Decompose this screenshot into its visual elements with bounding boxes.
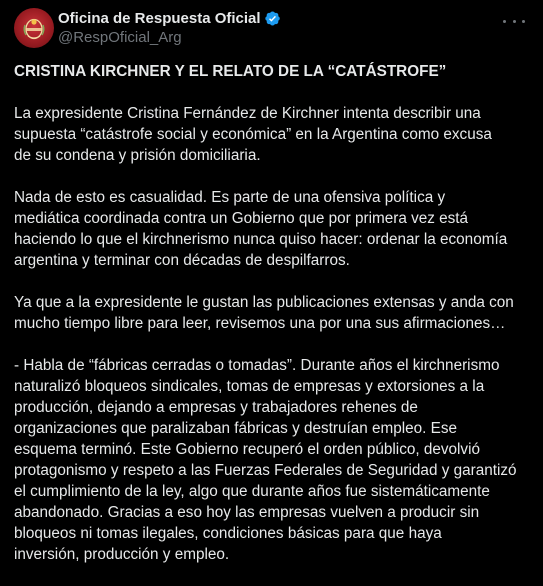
name-row xyxy=(58,9,281,28)
display-name[interactable]: Oficina de Respuesta Oficial xyxy=(58,10,261,27)
post-text xyxy=(14,61,529,586)
argentina-shield-emblem-icon xyxy=(19,13,49,43)
more-horizontal-icon xyxy=(513,20,516,23)
verified-badge-icon[interactable] xyxy=(264,10,281,27)
post-paragraph: La expresidente Cristina Fernández de Kirchner intenta describir una supuesta “catástrofe social y económica” en la Argentina como excusa de su condena y prisión domiciliaria. xyxy=(14,105,492,164)
avatar[interactable] xyxy=(14,8,54,48)
post-title: CRISTINA KIRCHNER Y EL RELATO DE LA “CATÁSTROFE” xyxy=(14,63,447,80)
post-paragraph: Nada de esto es casualidad. Es parte de una ofensiva política y mediática coordinada contra un Gobierno que por primera vez está haciendo lo que el kirchnerismo nunca quiso hacer: ordenar la economía argentina y terminar con décadas de despilfarros. xyxy=(14,189,508,269)
more-horizontal-icon xyxy=(522,20,525,23)
author-info xyxy=(58,9,281,46)
more-options-button[interactable] xyxy=(503,14,525,28)
post-paragraph: - Habla de “fábricas cerradas o tomadas”. Durante años el kirchnerismo naturalizó bloqueos sindicales, tomas de empresas y extorsiones a la producción, dejando a empresas y trabajadores rehenes de organizaciones que paralizaban fábricas y destruían empleo. Ese esquema terminó. Este Gobierno recuperó el orden público, devolvió protagonismo y respeto a las Fuerzas Federales de Seguridad y garantizó el cumplimiento de la ley, algo que durante años fue sistemáticamente abandonado. Gracias a eso hoy las empresas vuelven a producir sin bloqueos ni tomas ilegales, condiciones básicas para que haya inversión, producción y empleo. xyxy=(14,357,517,563)
post-paragraph: Ya que a la expresidente le gustan las publicaciones extensas y anda con mucho tiempo libre para leer, revisemos una por una sus afirmaciones… xyxy=(14,294,514,332)
post-header xyxy=(14,8,529,48)
handle[interactable]: @RespOficial_Arg xyxy=(58,29,182,46)
more-horizontal-icon xyxy=(503,20,506,23)
